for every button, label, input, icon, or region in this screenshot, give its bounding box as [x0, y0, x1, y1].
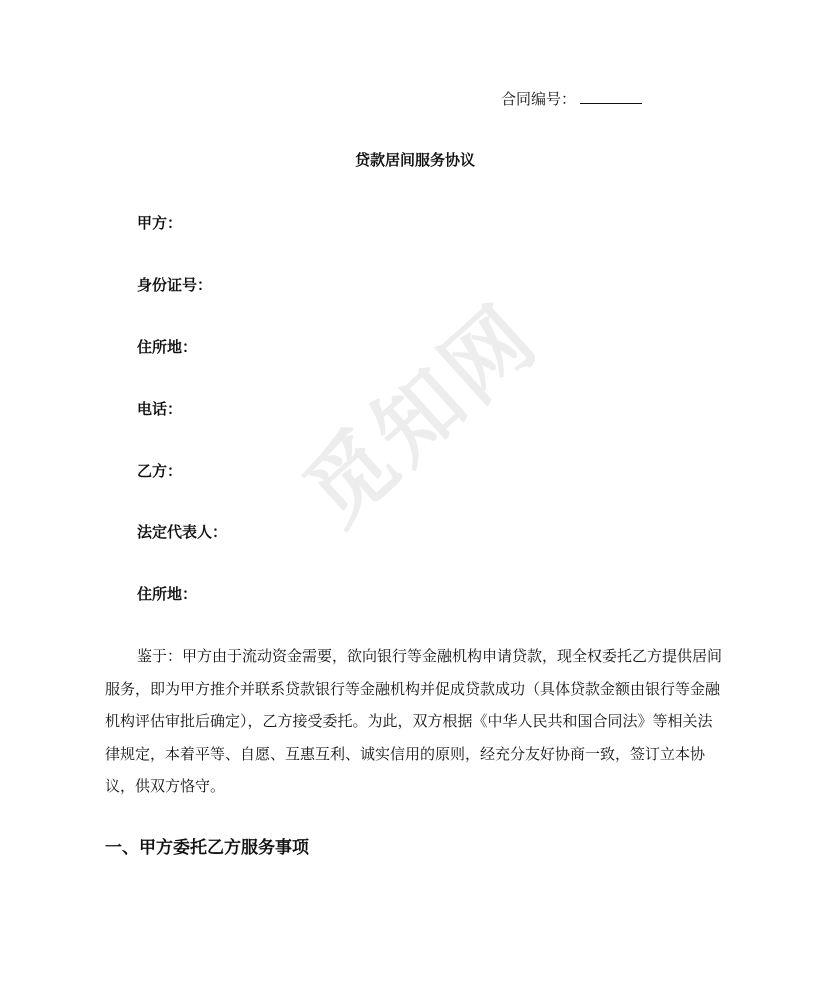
field-party-a: 甲方：: [137, 214, 183, 232]
watermark: 觅知网: [285, 285, 559, 545]
field-party-b: 乙方：: [137, 462, 183, 480]
field-phone: 电话：: [137, 400, 183, 418]
field-legal-rep: 法定代表人：: [137, 523, 228, 541]
field-address-b: 住所地：: [137, 585, 198, 603]
section-heading-1: 一、甲方委托乙方服务事项: [105, 838, 309, 858]
preamble: [105, 640, 725, 803]
field-id-number: 身份证号：: [137, 276, 213, 294]
contract-number: [501, 89, 642, 109]
document-title: 贷款居间服务协议: [354, 151, 475, 169]
contract-number-blank: [580, 89, 642, 104]
contract-number-label: 合同编号：: [501, 90, 577, 108]
field-address-a: 住所地：: [137, 338, 198, 356]
preamble-text: 鉴于：甲方由于流动资金需要，欲向银行等金融机构申请贷款，现全权委托乙方提供居间服务，即为甲方推介并联系贷款银行等金融机构并促成贷款成功（具体贷款金额由银行等金融机构评估审批后确定），乙方接受委托。为此，双方根据《中华人民共和国合同法》等相关法律规定，本着平等、自愿、互惠互利、诚实信用的原则，经充分友好协商一致，签订立本协议，供双方恪守。: [105, 647, 723, 795]
